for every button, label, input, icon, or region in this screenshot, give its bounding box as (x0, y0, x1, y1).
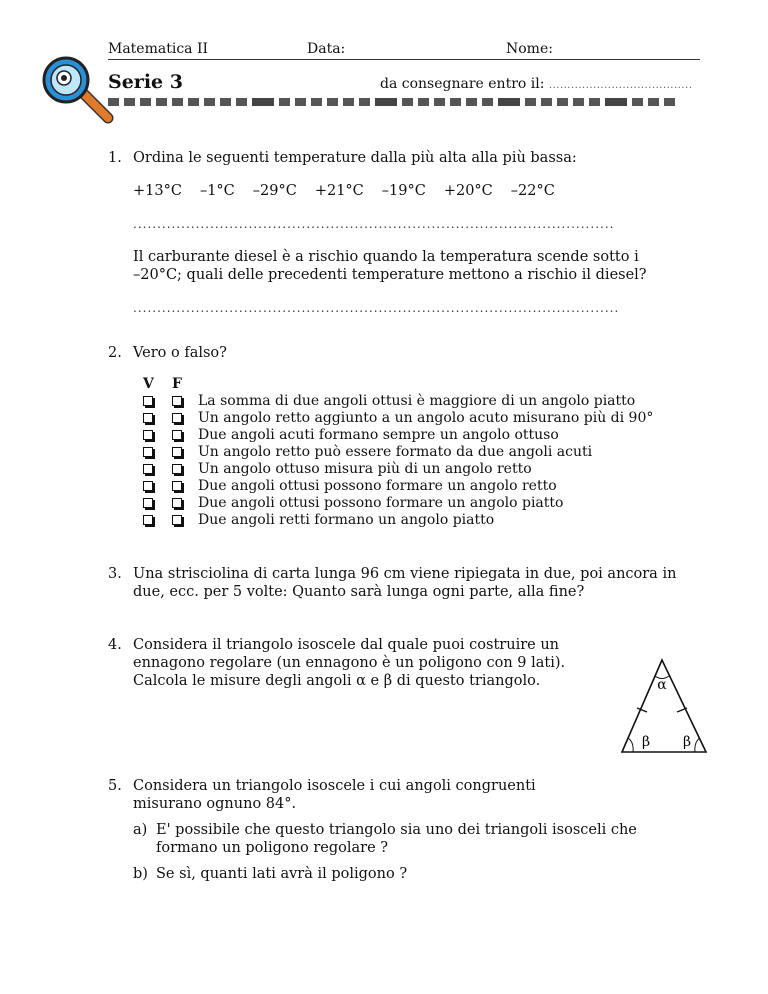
q1-text2-line1: Il carburante diesel è a rischio quando la temperatura scende sotto i (133, 249, 639, 265)
tick-left (637, 708, 647, 712)
date-label: Data: (307, 41, 346, 57)
q5-line1: Considera un triangolo isoscele i cui angoli congruenti (133, 778, 536, 794)
temp-item: –1°C (199, 183, 235, 199)
q3-line1: Una strisciolina di carta lunga 96 cm viene ripiegata in due, poi ancora in (133, 566, 677, 582)
temp-item: –29°C (252, 183, 297, 199)
false-checkbox[interactable] (172, 447, 182, 457)
deadline-label: da consegnare entro il: ....................................... (380, 76, 693, 92)
q5-a-label: a) (133, 822, 148, 838)
tf-statement: Due angoli ottusi possono formare un angolo retto (198, 478, 557, 494)
beta-right-label: β (682, 734, 692, 750)
q1-text2-line2: –20°C; quali delle precedenti temperature mettono a rischio il diesel? (133, 267, 647, 283)
q5-number: 5. (108, 778, 122, 794)
tf-statement: Un angolo retto aggiunto a un angolo acuto misurano più di 90° (198, 410, 654, 426)
arc-beta-right (695, 738, 700, 752)
q1-text: Ordina le seguenti temperature dalla più alta alla più bassa: (133, 150, 577, 166)
column-f-header: F (172, 376, 182, 392)
q3-number: 3. (108, 566, 122, 582)
true-checkbox[interactable] (143, 430, 153, 440)
deadline-dots: ....................................... (548, 80, 693, 91)
tf-statement: Un angolo retto può essere formato da due angoli acuti (198, 444, 593, 460)
true-checkbox[interactable] (143, 413, 153, 423)
tf-statement: Due angoli acuti formano sempre un angolo ottuso (198, 427, 559, 443)
true-checkbox[interactable] (143, 498, 153, 508)
q5-a-line1: E' possibile che questo triangolo sia uno dei triangoli isosceli che (156, 822, 637, 838)
temp-item: +13°C (133, 183, 182, 199)
q1-answer-line-2[interactable]: ..................................................................................................... (133, 301, 620, 315)
false-checkbox[interactable] (172, 498, 182, 508)
arc-beta-left (628, 738, 633, 752)
false-checkbox[interactable] (172, 464, 182, 474)
q1-number: 1. (108, 150, 122, 166)
temp-item: +21°C (314, 183, 364, 199)
q4-line1: Considera il triangolo isoscele dal quale puoi costruire un (133, 637, 560, 653)
subject-label: Matematica II (108, 41, 209, 57)
q5-b-label: b) (133, 866, 148, 882)
dashed-separator (108, 98, 700, 108)
alpha-label: α (657, 677, 667, 693)
tf-statement: La somma di due angoli ottusi è maggiore di un angolo piatto (198, 393, 636, 409)
false-checkbox[interactable] (172, 396, 182, 406)
q5-a-line2: formano un poligono regolare ? (156, 840, 389, 856)
q4-line2: ennagono regolare (un ennagono è un poligono con 9 lati). (133, 655, 566, 671)
temp-item: –19°C (381, 183, 426, 199)
false-checkbox[interactable] (172, 430, 182, 440)
q2-number: 2. (108, 345, 122, 361)
q4-line3: Calcola le misure degli angoli α e β di questo triangolo. (133, 673, 541, 689)
isosceles-triangle-figure (610, 654, 714, 756)
q1-temperatures (133, 183, 573, 200)
q4-number: 4. (108, 637, 122, 653)
q5-b-line1: Se sì, quanti lati avrà il poligono ? (156, 866, 408, 882)
temp-item: +20°C (443, 183, 493, 199)
tf-statement: Due angoli retti formano un angolo piatto (198, 512, 495, 528)
series-title: Serie 3 (108, 71, 183, 93)
true-checkbox[interactable] (143, 464, 153, 474)
beta-left-label: β (641, 734, 651, 750)
q5-line2: misurano ognuno 84°. (133, 796, 297, 812)
triangle-shape (622, 660, 706, 752)
q1-answer-line[interactable]: .................................................................................................... (133, 217, 615, 231)
false-checkbox[interactable] (172, 413, 182, 423)
q3-line2: due, ecc. per 5 volte: Quanto sarà lunga ogni parte, alla fine? (133, 584, 585, 600)
temp-item: –22°C (510, 183, 555, 199)
true-checkbox[interactable] (143, 481, 153, 491)
true-checkbox[interactable] (143, 515, 153, 525)
column-v-header: V (143, 376, 154, 392)
tf-statement: Due angoli ottusi possono formare un angolo piatto (198, 495, 564, 511)
true-checkbox[interactable] (143, 447, 153, 457)
false-checkbox[interactable] (172, 481, 182, 491)
false-checkbox[interactable] (172, 515, 182, 525)
tf-statement: Un angolo ottuso misura più di un angolo retto (198, 461, 532, 477)
q2-text: Vero o falso? (133, 345, 227, 361)
true-checkbox[interactable] (143, 396, 153, 406)
name-label: Nome: (506, 41, 553, 57)
header-rule (108, 59, 700, 60)
